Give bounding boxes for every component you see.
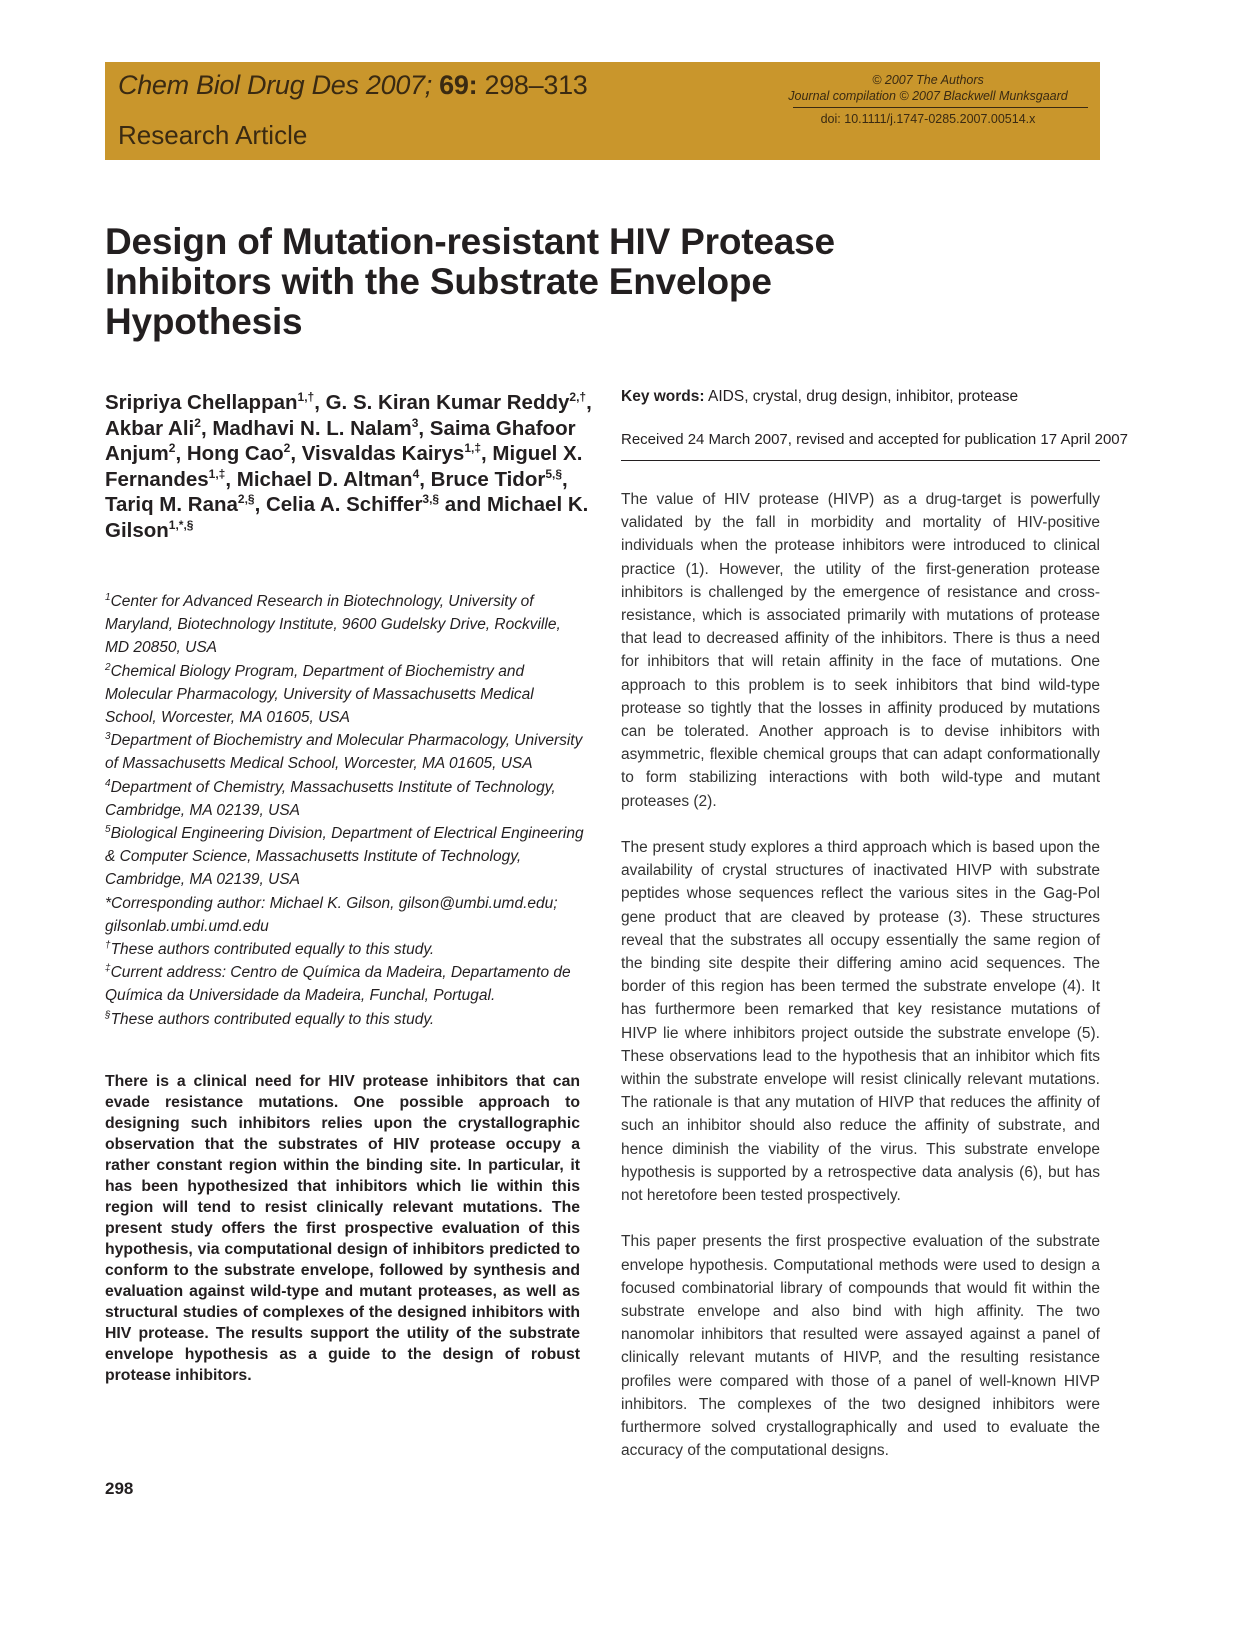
author-affil-mark: 2 <box>194 415 201 430</box>
affiliation-line <box>105 752 595 775</box>
author-name: , Celia A. Schiffer <box>254 493 423 516</box>
author-name: , Hong Cao <box>175 442 284 465</box>
affiliation-line <box>105 984 595 1007</box>
affiliation-line <box>105 590 595 613</box>
author-name: , Saima Ghafoor Anjum <box>105 416 576 465</box>
author-affil-mark: 5,§ <box>545 466 563 481</box>
affiliation-line <box>105 822 595 845</box>
affiliation-line <box>105 776 595 799</box>
keywords-label: Key words: <box>621 388 705 405</box>
affiliation-line <box>105 1008 595 1031</box>
author-affil-mark: 1,‡ <box>208 466 226 481</box>
affiliation-text[interactable]: gilsonlab.umbi.umd.edu <box>105 917 269 935</box>
affiliation-line <box>105 938 595 961</box>
journal-name: Chem Biol Drug Des 2007; <box>118 70 432 100</box>
author-name: , Madhavi N. L. Nalam <box>200 416 412 440</box>
author-affil-mark: 4 <box>412 466 420 481</box>
journal-volume: 69: <box>439 70 478 100</box>
affiliations <box>105 590 595 1031</box>
affiliation-text: Molecular Pharmacology, University of Massachusetts Medical <box>105 685 534 703</box>
author-name: and Michael K. Gilson <box>105 493 589 542</box>
column-divider <box>621 460 1100 461</box>
affiliation-mark: † <box>105 939 111 951</box>
affiliation-mark: 2 <box>105 661 111 673</box>
author-affil-mark: 2 <box>283 441 291 456</box>
author-affil-mark: 2,§ <box>237 492 255 507</box>
affiliation-line <box>105 636 595 659</box>
affiliation-text: These authors contributed equally to this study. <box>110 1010 435 1028</box>
title-line: Design of Mutation-resistant HIV Protease <box>105 221 835 262</box>
keywords <box>621 387 1101 407</box>
affiliation-text: Cambridge, MA 02139, USA <box>105 801 300 819</box>
affiliation-line <box>105 845 595 868</box>
affiliation-text: School, Worcester, MA 01605, USA <box>105 709 350 727</box>
affiliation-line <box>105 706 595 729</box>
affiliation-text: Maryland, Biotechnology Institute, 9600 Gudelsky Drive, Rockville, <box>105 616 561 634</box>
affiliation-text: Department of Chemistry, Massachusetts Institute of Technology, <box>110 778 556 796</box>
title-line: Inhibitors with the Substrate Envelope <box>105 261 772 302</box>
copyright-authors: © 2007 The Authors <box>872 73 984 87</box>
affiliation-mark: § <box>105 1009 111 1021</box>
affiliation-text: Current address: Centro de Química da Madeira, Departamento de <box>110 964 571 982</box>
article-title <box>105 222 985 342</box>
affiliation-mark: 1 <box>105 591 111 603</box>
author-name: , Akbar Ali <box>105 391 592 440</box>
author-affil-mark: 3,§ <box>422 492 440 507</box>
journal-banner <box>105 62 1100 160</box>
affiliation-text: & Computer Science, Massachusetts Institute of Technology, <box>105 848 522 866</box>
affiliation-mark: 4 <box>105 777 111 789</box>
author-name: , Bruce Tidor <box>419 467 546 491</box>
author-affil-mark: 1,‡ <box>464 441 482 456</box>
affiliation-text: Biological Engineering Division, Department of Electrical Engineering <box>110 825 584 843</box>
affiliation-text: These authors contributed equally to this study. <box>110 941 435 959</box>
author-list <box>105 390 595 543</box>
affiliation-text: Center for Advanced Research in Biotechnology, University of <box>110 593 534 610</box>
copyright-journal: Journal compilation © 2007 Blackwell Munksgaard <box>788 89 1068 103</box>
article-type: Research Article <box>118 120 308 150</box>
author-affil-mark: 1,*,§ <box>168 517 194 532</box>
affiliation-text: Department of Biochemistry and Molecular Pharmacology, University <box>110 732 583 750</box>
keywords-text: AIDS, crystal, drug design, inhibitor, protease <box>704 388 1019 405</box>
affiliation-line <box>105 799 595 822</box>
author-affil-mark: 1,† <box>297 390 315 405</box>
affiliation-text: of Massachusetts Medical School, Worcester, MA 01605, USA <box>105 755 533 773</box>
affiliation-line <box>105 729 595 752</box>
author-name: , Visvaldas Kairys <box>290 442 465 465</box>
body-text <box>621 488 1100 1486</box>
affiliation-line <box>105 961 595 984</box>
affiliation-text: Química da Universidade da Madeira, Funchal, Portugal. <box>105 987 496 1005</box>
page-number: 298 <box>105 1479 134 1498</box>
affiliation-line <box>105 868 595 891</box>
author-affil-mark: 3 <box>411 415 419 430</box>
affiliation-text: MD 20850, USA <box>105 639 217 657</box>
affiliation-line <box>105 683 595 706</box>
author-name: , Miguel X. Fernandes <box>105 442 583 491</box>
affiliation-mark: ‡ <box>105 963 111 975</box>
affiliation-mark: 3 <box>105 731 111 743</box>
body-paragraph: This paper presents the first prospective evaluation of the substrate envelope hypothesis. Computational methods were used to design a focused combinatorial library of compounds that would fit within the substrate envelope and also bind with high affinity. The two nanomolar inhibitors that resulted were assayed against a panel of clinically relevant mutants of HIVP, and the resulting resistance profiles were compared with those of a panel of well-known HIVP inhibitors. The complexes of the two designed inhibitors were furthermore solved crystallographically and used to evaluate the accuracy of the computational designs. <box>621 1233 1100 1460</box>
body-paragraph: The present study explores a third approach which is based upon the availability of crystal structures of inactivated HIVP with substrate peptides whose sequences reflect the various sites in the Gag-Pol gene product that are cleaved by protease (3). These structures reveal that the substrates all occupy essentially the same region of the binding site despite their differing amino acid sequences. The border of this region has been termed the substrate envelope (4). It has furthermore been remarked that key resistance mutations of HIVP lie where inhibitors project outside the substrate envelope (5). These observations lead to the hypothesis that an inhibitor which fits within the substrate envelope will resist clinically relevant mutations. The rationale is that any mutation of HIVP that reduces the affinity of such an inhibitor should also reduce the affinity of substrate, and hence diminish the viability of the virus. This substrate envelope hypothesis is supported by a retrospective data analysis (6), but has not heretofore been tested prospectively. <box>621 839 1100 1205</box>
affiliation-line <box>105 915 595 938</box>
author-name: , Michael D. Altman <box>225 467 413 491</box>
received-date: Received 24 March 2007, revised and accepted for publication 17 April 2007 <box>621 431 1128 448</box>
author-name: Sripriya Chellappan <box>105 391 298 414</box>
title-line: Hypothesis <box>105 301 303 342</box>
copyright-divider <box>793 107 1088 108</box>
affiliation-text: Cambridge, MA 02139, USA <box>105 871 300 889</box>
journal-pages: 298–313 <box>484 70 588 100</box>
copyright-block <box>768 72 1088 127</box>
author-affil-mark: 2,† <box>569 390 587 405</box>
affiliation-line <box>105 660 595 683</box>
affiliation-text[interactable]: *Corresponding author: Michael K. Gilson, gilson@umbi.umd.edu; <box>105 894 558 912</box>
author-name: , Tariq M. Rana <box>105 467 568 516</box>
author-affil-mark: 2 <box>168 441 176 456</box>
journal-citation <box>118 70 588 101</box>
corresponding-author <box>105 892 595 915</box>
author-name: , G. S. Kiran Kumar Reddy <box>314 391 570 414</box>
affiliation-mark: 5 <box>105 823 111 835</box>
affiliation-text: Chemical Biology Program, Department of Biochemistry and <box>110 662 525 680</box>
affiliation-line <box>105 613 595 636</box>
doi-link[interactable]: doi: 10.1111/j.1747-0285.2007.00514.x <box>820 112 1036 126</box>
body-paragraph: The value of HIV protease (HIVP) as a drug-target is powerfully validated by the fall in morbidity and mortality of HIV-positive individuals when the protease inhibitors were introduced to clinical practice (1). However, the utility of the first-generation protease inhibitors is challenged by the emergence of resistance and cross-resistance, which is associated primarily with mutations of protease that lead to decreased affinity of the inhibitors. There is thus a need for inhibitors that will retain affinity in the face of mutations. One approach to this problem is to seek inhibitors that bind wild-type protease so tightly that the losses in affinity produced by mutations can be tolerated. Another approach is to devise inhibitors with asymmetric, flexible chemical groups that can adapt conformationally to form stabilizing interactions with both wild-type and mutant proteases (2). <box>621 491 1100 810</box>
abstract: There is a clinical need for HIV protease inhibitors that can evade resistance mutations. One possible approach to designing such inhibitors relies upon the crystallographic observation that the substrates of HIV protease occupy a rather constant region within the binding site. In particular, it has been hypothesized that inhibitors which lie within this region will tend to resist clinically relevant mutations. The present study offers the first prospective evaluation of this hypothesis, via computational design of inhibitors predicted to conform to the substrate envelope, followed by synthesis and evaluation against wild-type and mutant proteases, as well as structural studies of complexes of the designed inhibitors with HIV protease. The results support the utility of the substrate envelope hypothesis as a guide to the design of robust protease inhibitors. <box>105 1073 580 1384</box>
